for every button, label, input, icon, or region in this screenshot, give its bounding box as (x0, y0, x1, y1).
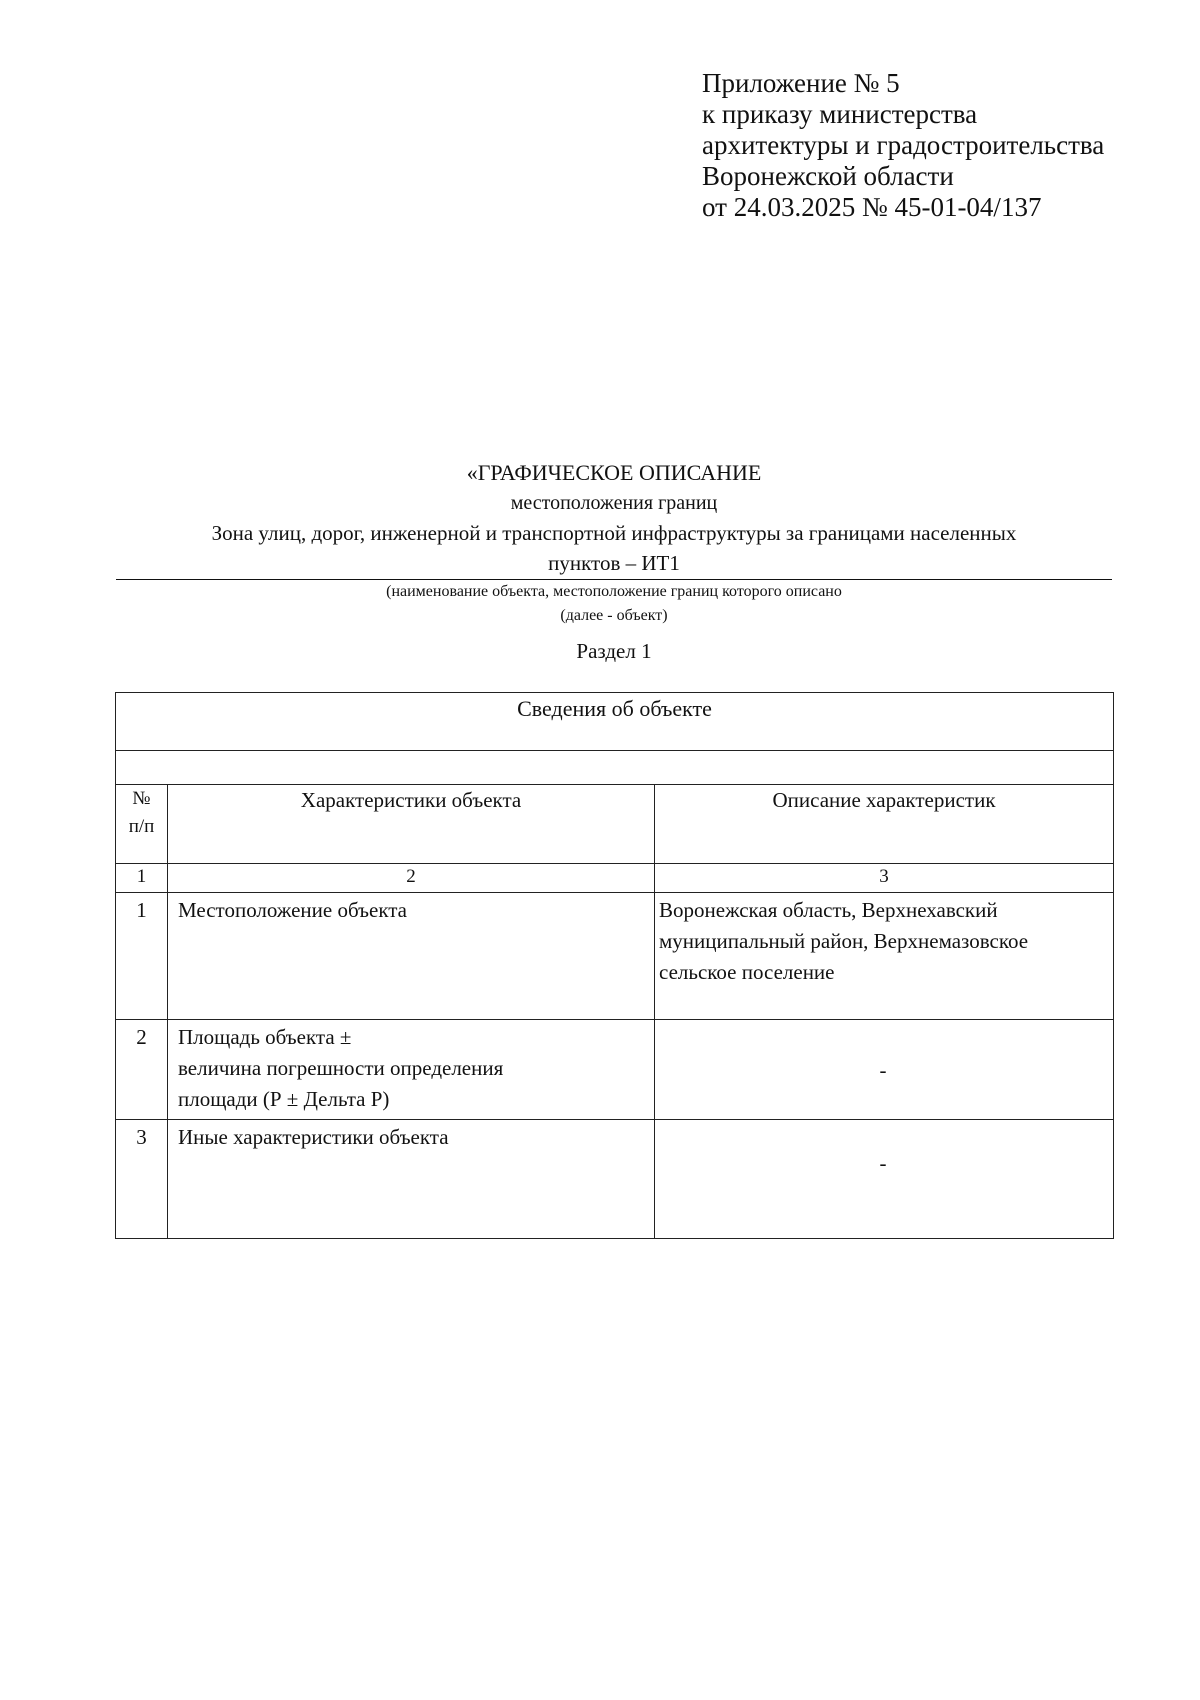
row-characteristic (168, 1020, 655, 1120)
appendix-line: Воронежской области (702, 161, 954, 191)
description-line: сельское поселение (659, 960, 835, 984)
document-title: «ГРАФИЧЕСКОЕ ОПИСАНИЕ (466, 460, 762, 485)
object-name-line: пунктов – ИТ1 (548, 551, 680, 575)
appendix-line: Приложение № 5 (702, 68, 900, 98)
empty-cell (116, 751, 1114, 785)
document-title-block (116, 458, 1112, 666)
description-line: Воронежская область, Верхнехавский (659, 898, 998, 922)
row-number: 2 (116, 1020, 168, 1120)
appendix-line: архитектуры и градостроительства (702, 130, 1105, 160)
table-header-row (116, 785, 1114, 864)
header-characteristic: Характеристики объекта (168, 785, 655, 864)
header-number-line: № (132, 788, 151, 809)
document-subtitle: местоположения границ (510, 492, 718, 514)
index-cell: 1 (116, 864, 168, 893)
appendix-line: к приказу министерства (702, 99, 978, 129)
object-info-table (115, 692, 1114, 1239)
description-line: муниципальный район, Верхнемазовское (659, 929, 1029, 953)
table-row (116, 1120, 1114, 1239)
table-title-row (116, 693, 1114, 751)
characteristic-line: величина погрешности определения (178, 1056, 504, 1080)
appendix-header (702, 68, 1162, 223)
row-characteristic: Иные характеристики объекта (168, 1120, 655, 1239)
header-number (116, 785, 168, 864)
header-description: Описание характеристик (655, 785, 1114, 864)
header-number-line: п/п (128, 816, 155, 837)
row-description (655, 893, 1114, 1020)
row-description: - (655, 1120, 1114, 1239)
table-title: Сведения об объекте (116, 693, 1114, 751)
row-number: 1 (116, 893, 168, 1020)
row-characteristic: Местоположение объекта (168, 893, 655, 1020)
row-description: - (655, 1020, 1114, 1120)
table-index-row (116, 864, 1114, 893)
object-name-caption: (наименование объекта, местоположение границ которого описано (386, 583, 842, 600)
characteristic-line: Площадь объекта ± (178, 1025, 352, 1049)
index-cell: 2 (168, 864, 655, 893)
appendix-line: от 24.03.2025 № 45-01-04/137 (702, 192, 1042, 222)
table-row (116, 893, 1114, 1020)
object-name-caption: (далее - объект) (560, 607, 668, 624)
table-row (116, 1020, 1114, 1120)
table-empty-row (116, 751, 1114, 785)
object-name-line: Зона улиц, дорог, инженерной и транспортной инфраструктуры за границами населенных (211, 521, 1017, 545)
section-label: Раздел 1 (576, 639, 652, 663)
row-number: 3 (116, 1120, 168, 1239)
index-cell: 3 (655, 864, 1114, 893)
characteristic-line: площади (Р ± Дельта Р) (178, 1087, 390, 1111)
